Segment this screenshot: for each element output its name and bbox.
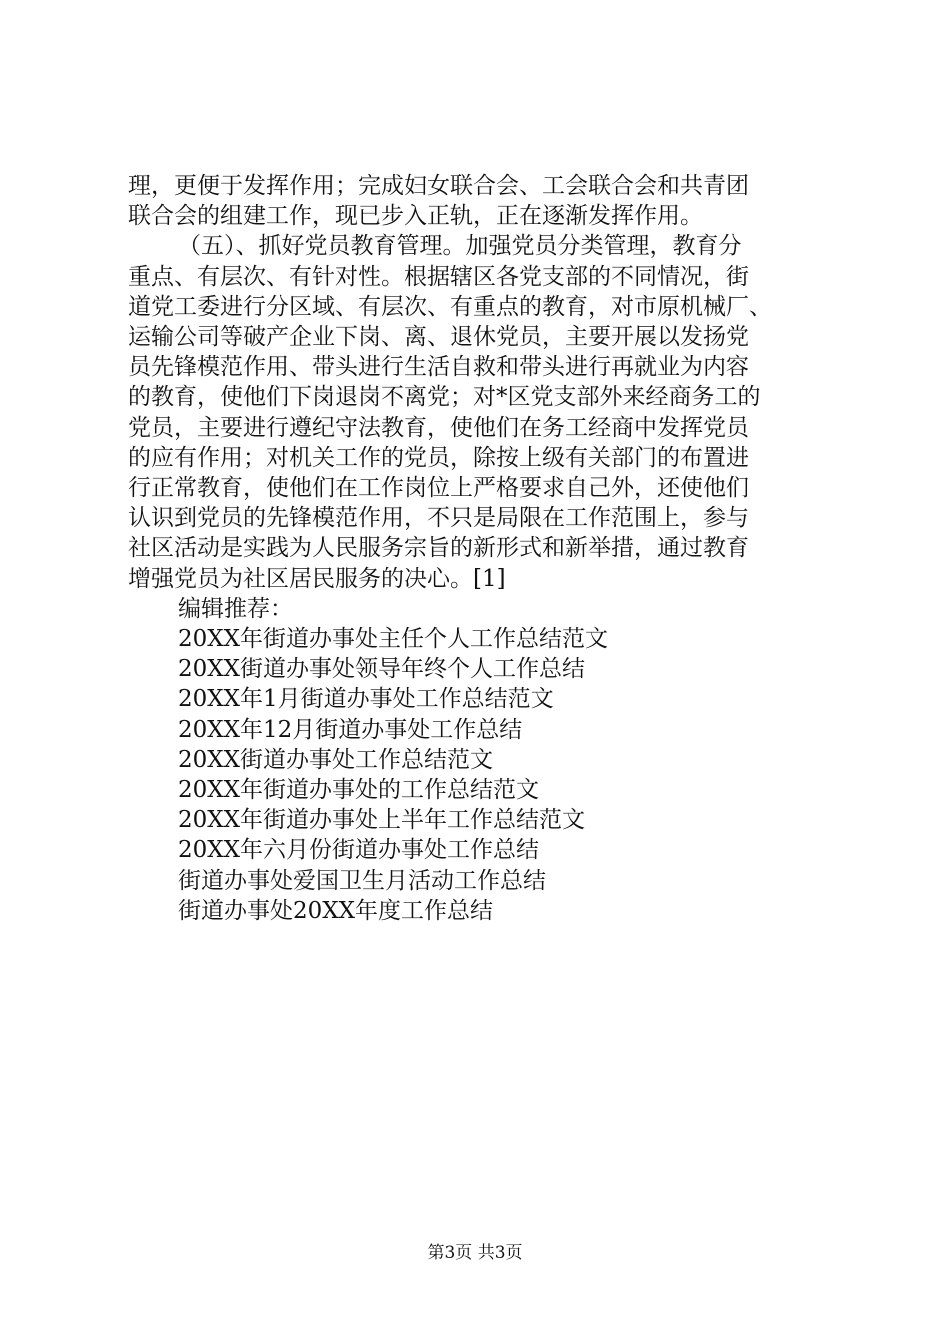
paragraph-line: 党员，主要进行遵纪守法教育，使他们在务工经商中发挥党员 [128, 414, 749, 441]
recommend-link[interactable]: 20XX街道办事处领导年终个人工作总结 [178, 656, 586, 683]
recommend-link[interactable]: 20XX年六月份街道办事处工作总结 [178, 837, 540, 864]
paragraph-line: 重点、有层次、有针对性。根据辖区各党支部的不同情况，街 [128, 263, 749, 290]
paragraph-line: 员先锋模范作用、带头进行生活自救和带头进行再就业为内容 [128, 354, 749, 381]
paragraph-line: 道党工委进行分区域、有层次、有重点的教育，对市原机械厂、 [128, 293, 772, 320]
recommend-link[interactable]: 20XX年街道办事处主任个人工作总结范文 [178, 626, 609, 653]
paragraph-line: （五）、抓好党员教育管理。加强党员分类管理，教育分 [178, 233, 742, 260]
paragraph-line: 社区活动是实践为人民服务宗旨的新形式和新举措，通过教育 [128, 535, 749, 562]
paragraph-line: 理，更便于发挥作用；完成妇女联合会、工会联合会和共青团 [128, 173, 749, 199]
paragraph-line: 行正常教育，使他们在工作岗位上严格要求自己外，还使他们 [128, 475, 749, 502]
paragraph-line: 的教育，使他们下岗退岗不离党；对*区党支部外来经商务工的 [128, 384, 761, 411]
document-body [128, 171, 828, 926]
paragraph-line: 联合会的组建工作，现已步入正轨，正在逐渐发挥作用。 [128, 203, 703, 230]
recommend-link[interactable]: 20XX年12月街道办事处工作总结 [178, 716, 523, 743]
paragraph-line: 增强党员为社区居民服务的决心。[1] [128, 565, 506, 592]
recommend-link[interactable]: 街道办事处爱国卫生月活动工作总结 [178, 867, 546, 894]
recommend-link[interactable]: 20XX年街道办事处的工作总结范文 [178, 777, 540, 804]
paragraph-line: 的应有作用；对机关工作的党员，除按上级有关部门的布置进 [128, 444, 749, 471]
recommend-link[interactable]: 20XX街道办事处工作总结范文 [178, 746, 494, 773]
page-footer: 第3页 共3页 [427, 1243, 523, 1263]
recommend-link[interactable]: 20XX年1月街道办事处工作总结范文 [178, 686, 554, 713]
paragraph-line: 运输公司等破产企业下岗、离、退休党员，主要开展以发扬党 [128, 324, 749, 351]
recommend-link[interactable]: 20XX年街道办事处上半年工作总结范文 [178, 807, 586, 834]
recommend-label: 编辑推荐： [178, 595, 293, 622]
recommend-link[interactable]: 街道办事处20XX年度工作总结 [178, 897, 494, 924]
paragraph-line: 认识到党员的先锋模范作用，不只是局限在工作范围上，参与 [128, 505, 749, 532]
